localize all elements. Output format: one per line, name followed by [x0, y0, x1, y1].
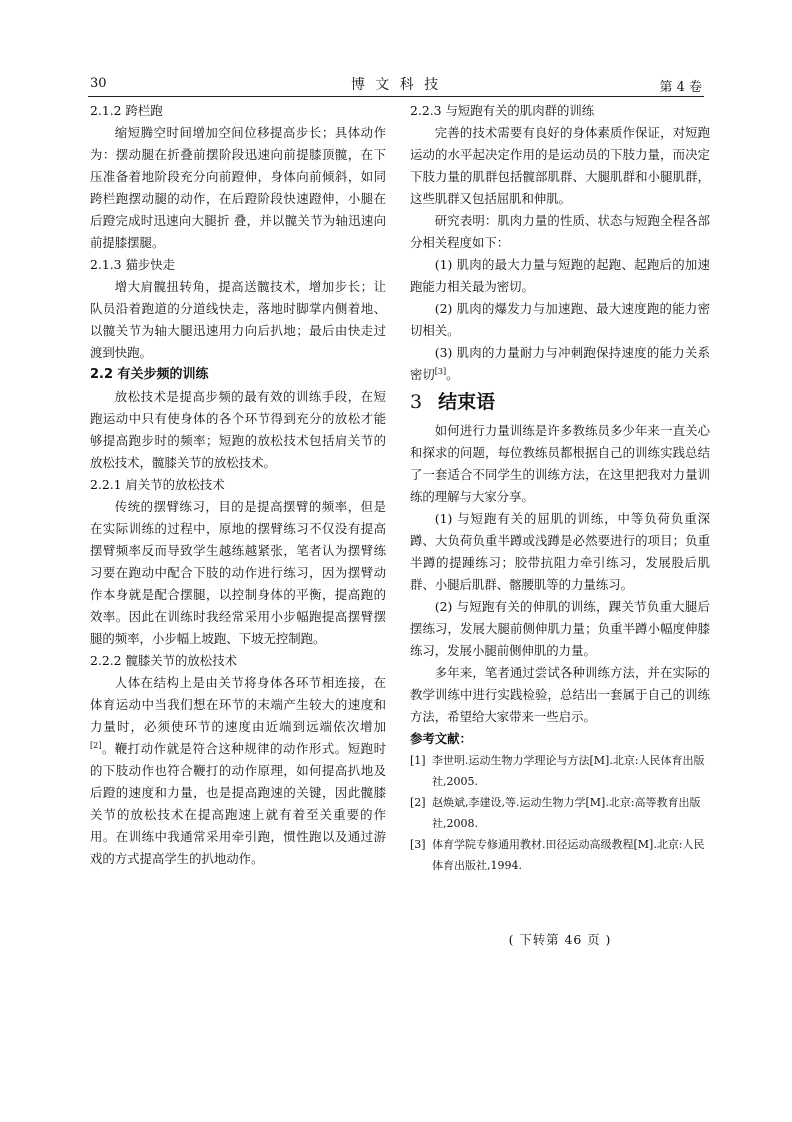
reference-item — [410, 834, 710, 876]
paragraph-text: 人体在结构上是由关节将身体各环节相连接，在体育运动中当我们想在环节的末端产生较大的速度和力量时，必须使环节的速度由近端到远端依次增加 — [90, 675, 386, 734]
paragraph: 缩短腾空时间增加空间位移提高步长；具体动作为：摆动腿在折叠前摆阶段迅速向前提膝顶髋，在下压准备着地阶段充分向前蹬伸，身体向前倾斜，如同跨栏跑摆动腿的动作，在后蹬阶段快速蹬伸，小腿在后蹬完成时迅速向大腿折 叠，并以髋关节为轴迅速向前提膝摆腿。 — [90, 125, 386, 250]
running-header — [88, 74, 704, 97]
paragraph: (1) 肌肉的最大力量与短跑的起跑、起跑后的加速跑能力相关最为密切。 — [410, 257, 710, 294]
section-heading-2-2: 2.2 有关步频的训练 — [90, 367, 209, 382]
paragraph — [90, 672, 386, 870]
section-heading-3 — [410, 388, 710, 416]
page-number: 30 — [90, 76, 107, 91]
reference-text: 体育学院专修通用教材.田径运动高级教程[M].北京:人民体育出版社,1994. — [432, 838, 705, 872]
paragraph-text: 。 — [446, 367, 459, 382]
paragraph: (2) 与短跑有关的伸肌的训练，踝关节负重大腿后摆练习，发展大腿前侧伸肌力量；负重半蹲小幅度伸膝练习，发展小腿前侧伸肌的力量。 — [410, 599, 710, 658]
paragraph: 放松技术是提高步频的最有效的训练手段，在短跑运动中只有使身体的各个环节得到充分的放松才能够提高跑步时的频率；短跑的放松技术包括肩关节的放松技术，髋膝关节的放松技术。 — [90, 389, 386, 470]
paragraph: 研究表明：肌肉力量的性质、状态与短跑全程各部分相关程度如下： — [410, 213, 710, 250]
paragraph — [410, 342, 710, 386]
reference-item — [410, 750, 710, 792]
paragraph: 传统的摆臂练习，目的是提高摆臂的频率，但是在实际训练的过程中，原地的摆臂练习不仅没有提高摆臂频率反而导致学生越练越紧张，笔者认为摆臂练习要在跑动中配合下肢的动作进行练习，因为摆臂动作本身就是配合摆腿，以控制身体的平衡，提高跑的效率。因此在训练时我经常采用小步幅跑提高摆臂摆腿的频率，小步幅上坡跑、下坡无控制跑。 — [90, 499, 386, 646]
citation: [2] — [90, 740, 102, 750]
section-heading-2-1-3: 2.1.3 猫步快走 — [90, 257, 176, 272]
paragraph: (1) 与短跑有关的屈肌的训练，中等负荷负重深蹲、大负荷负重半蹲或浅蹲是必然要进行的项目；负重半蹲的提踵练习；胶带抗阻力牵引练习，发展股后肌群、小腿后肌群、髂腰肌等的力量练习。 — [410, 511, 710, 592]
continued-note: ( 下转第 46 页 ) — [508, 932, 612, 947]
reference-number: [3] — [410, 838, 426, 851]
references-heading: 参考文献： — [410, 731, 472, 746]
reference-number: [1] — [410, 754, 426, 767]
volume-label: 第 4 卷 — [659, 80, 702, 95]
reference-text: 李世明.运动生物力学理论与方法[M].北京:人民体育出版社,2005. — [432, 754, 705, 788]
citation: [3] — [434, 366, 447, 376]
section-heading-2-1-2: 2.1.2 跨栏跑 — [90, 103, 163, 118]
paragraph: (2) 肌肉的爆发力与加速跑、最大速度跑的能力密切相关。 — [410, 301, 710, 338]
reference-number: [2] — [410, 796, 426, 809]
section-heading-2-2-3: 2.2.3 与短跑有关的肌肉群的训练 — [410, 103, 595, 118]
paragraph: 如何进行力量训练是许多教练员多少年来一直关心和探求的问题，每位教练员都根据自己的训练实践总结了一套适合不同学生的训练方法，在这里把我对力量训练的理解与大家分享。 — [410, 423, 710, 504]
left-column — [90, 100, 386, 870]
paragraph-text: 。鞭打动作就是符合这种规律的动作形式。短跑时的下肢动作也符合鞭打的动作原理，如何提高扒地及后蹬的速度和力量，也是提高跑速的关键，因此髋膝关节的放松技术在提高跑速上就有着至关重要的作用。在训练中我通常采用牵引跑，惯性跑以及通过游戏的方式提高学生的扒地动作。 — [90, 741, 386, 866]
reference-item — [410, 792, 710, 834]
section-number: 3 — [410, 391, 423, 413]
journal-title: 博 文 科 技 — [350, 77, 442, 93]
paragraph: 多年来，笔者通过尝试各种训练方法，并在实际的教学训练中进行实践检验，总结出一套属于自己的训练方法，希望给大家带来一些启示。 — [410, 665, 710, 724]
right-column — [410, 100, 710, 876]
reference-text: 赵焕斌,李建设,等.运动生物力学[M].北京:高等教育出版社,2008. — [432, 796, 701, 830]
paragraph-text: (3) 肌肉的力量耐力与冲刺跑保持速度的能力关系密切 — [410, 345, 710, 382]
section-heading-2-2-1: 2.2.1 肩关节的放松技术 — [90, 477, 225, 492]
paragraph: 增大肩髋扭转角，提高送髋技术，增加步长；让队员沿着跑道的分道线快走，落地时脚掌内侧着地、以髋关节为轴大腿迅速用力向后扒地；最后由快走过渡到快跑。 — [90, 279, 386, 360]
paragraph: 完善的技术需要有良好的身体素质作保证，对短跑运动的水平起决定作用的是运动员的下肢力量，而决定下肢力量的肌群包括髋部肌群、大腿肌群和小腿肌群，这些肌群又包括屈肌和伸肌。 — [410, 125, 710, 206]
section-heading-2-2-2: 2.2.2 髋膝关节的放松技术 — [90, 653, 237, 668]
section-title: 结束语 — [438, 391, 496, 413]
